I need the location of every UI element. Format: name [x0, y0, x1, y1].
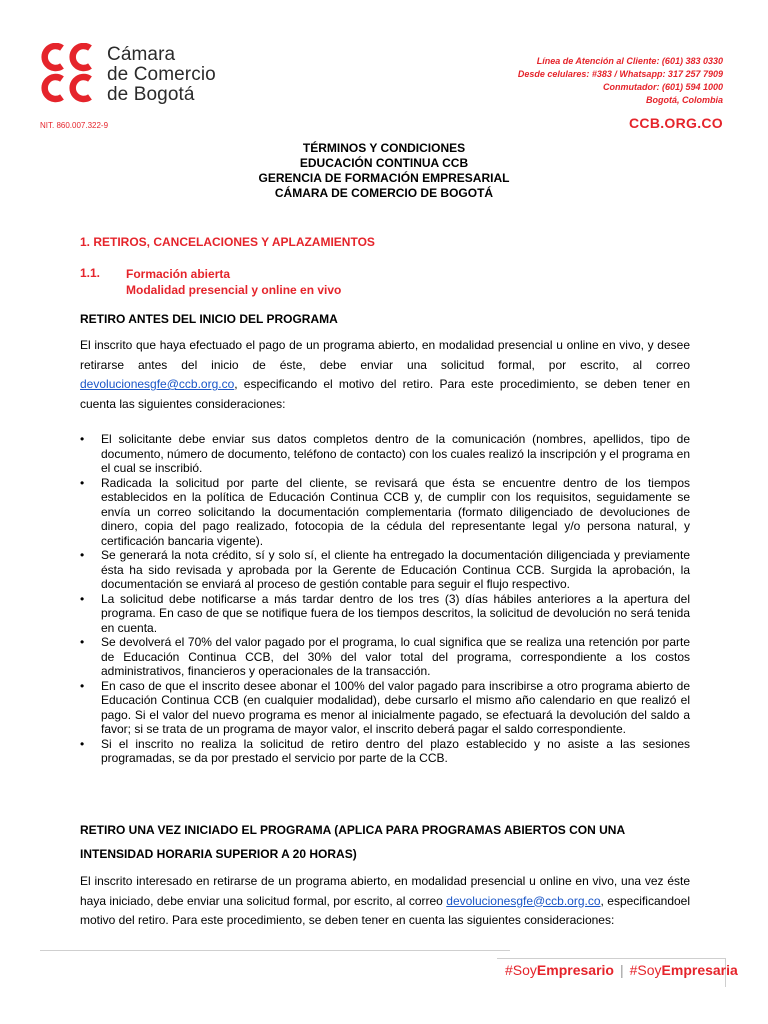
logo-line-3: de Bogotá [107, 84, 195, 105]
ccb-logo-icon [40, 43, 98, 103]
subsection-title-line-1: Formación abierta [126, 267, 231, 281]
section-1-title: 1. RETIROS, CANCELACIONES Y APLAZAMIENTOS [80, 235, 375, 249]
logo-wordmark [107, 45, 216, 105]
website-link[interactable]: CCB.ORG.CO [629, 115, 723, 131]
title-line-4: CÁMARA DE COMERCIO DE BOGOTÁ [274, 186, 494, 200]
title-line-3: GERENCIA DE FORMACIÓN EMPRESARIAL [258, 171, 510, 185]
subsection-title-line-2: Modalidad presencial y online en vivo [126, 283, 342, 297]
hashtag-bold: Empresaria [661, 962, 738, 978]
list-item: • Radicada la solicitud por parte del cliente, se revisará que ésta se encuentre dentro de los tiempos establecidos en la política de Educación Continua CCB y, de cumplir con los requisitos, seguidamente se envía un correo solicitando la documentación complementaria (formato diligenciado de devoluciones de dinero, copia del pago realizado, fotocopia de la cédula del representante legal y/o persona natural, y certificación bancaria vigente). [80, 476, 690, 549]
list-item: • El solicitante debe enviar sus datos completos dentro de la comunicación (nombres, apellidos, tipo de documento, número de documento, teléfono de contacto) con los cuales realizó la inscripción y el programa en el cual se inscribió. [80, 432, 690, 476]
contact-line-switchboard: Conmutador: (601) 594 1000 [602, 82, 723, 92]
list-item: • La solicitud debe notificarse a más tardar dentro de los tres (3) días hábiles anteriores a la apertura del programa. En caso de que se notifique fuera de los tiempos descritos, la solicitud de devolución no será tenida en cuenta. [80, 592, 690, 636]
contact-line-mobile: Desde celulares: #383 / Whatsapp: 317 257 7909 [517, 69, 723, 79]
document-title-block [0, 141, 768, 201]
paragraph-text-cont: , especificandoel motivo del retiro. Para este procedimiento, se deben tener en cuenta las siguientes consideraciones: [80, 893, 691, 927]
hashtag-soyempresario [505, 962, 614, 978]
email-link[interactable]: devolucionesgfe@ccb.org.co [80, 377, 235, 391]
subsection-title [126, 266, 341, 298]
paragraph-text: El inscrito que haya efectuado el pago de un programa abierto, en modalidad presencial u online en vivo, y desee retirarse antes del inicio de éste, debe enviar una solicitud formal, por escrito, al correo [80, 338, 690, 372]
hashtag-soyempresaria [630, 962, 738, 978]
footer-divider [40, 950, 510, 951]
list-item: • Se devolverá el 70% del valor pagado por el programa, lo cual significa que se realiza una retención por parte de Educación Continua CCB, del 30% del valor total del programa, correspondiente a los costos administrativos, financieros y operacionales de la transacción. [80, 635, 690, 679]
hashtag-prefix: #Soy [505, 962, 537, 978]
list-item: • En caso de que el inscrito desee abonar el 100% del valor pagado para inscribirse a otro programa abierto de Educación Continua CCB (en cualquier modalidad), debe cursarlo el mismo año calendario en que realizó el pago. Si el valor del nuevo programa es menor al inicialmente pagado, se efectuará la devolución del saldo a favor; si se trata de un programa de mayor valor, el inscrito deberá pagar el saldo correspondiente. [80, 679, 690, 737]
paragraph-retiro-iniciado [80, 872, 690, 931]
paragraph-retiro-antes [80, 336, 690, 414]
footer-hashtags [505, 962, 738, 978]
title-line-1: TÉRMINOS Y CONDICIONES [302, 141, 466, 155]
nit-number: NIT. 860.007.322-9 [40, 121, 109, 130]
subsection-number: 1.1. [80, 266, 101, 280]
contact-info [518, 55, 723, 107]
hashtag-separator: | [619, 962, 624, 978]
hashtag-bold: Empresario [536, 962, 614, 978]
hashtag-prefix: #Soy [629, 962, 662, 978]
contact-line-customer-service: Línea de Atención al Cliente: (601) 383 0330 [536, 56, 723, 66]
considerations-list [80, 432, 690, 766]
logo-line-1: Cámara [107, 44, 176, 65]
ccb-logo [40, 43, 230, 107]
heading-retiro-iniciado: RETIRO UNA VEZ INICIADO EL PROGRAMA (APLICA PARA PROGRAMAS ABIERTOS CON UNA INTENSIDAD HORARIA SUPERIOR A 20 HORAS) [80, 823, 625, 861]
paragraph-text-cont: , especificando el motivo del retiro. Para este procedimiento, se deben tener en cuenta las siguientes consideraciones: [80, 377, 690, 411]
logo-line-2: de Comercio [107, 64, 216, 85]
paragraph-text: El inscrito interesado en retirarse de un programa abierto, en modalidad presencial u online en vivo, una vez éste haya iniciado, debe enviar una solicitud formal, por escrito, al correo [80, 874, 690, 908]
list-item: • Se generará la nota crédito, sí y solo sí, el cliente ha entregado la documentación diligenciada y previamente ésta ha sido revisada y aprobada por la Gerente de Educación Continua CCB. Surgida la aprobación, la documentación se enviará al proceso de gestión contable para seguir el flujo respectivo. [80, 548, 690, 592]
title-line-2: EDUCACIÓN CONTINUA CCB [299, 156, 469, 170]
contact-line-city: Bogotá, Colombia [646, 95, 723, 105]
email-link[interactable]: devolucionesgfe@ccb.org.co [446, 893, 601, 908]
heading-retiro-antes: RETIRO ANTES DEL INICIO DEL PROGRAMA [80, 312, 338, 326]
list-item: • Si el inscrito no realiza la solicitud de retiro dentro del plazo establecido y no asiste a las sesiones programadas, se da por prestado el servicio por parte de la CCB. [80, 737, 690, 766]
